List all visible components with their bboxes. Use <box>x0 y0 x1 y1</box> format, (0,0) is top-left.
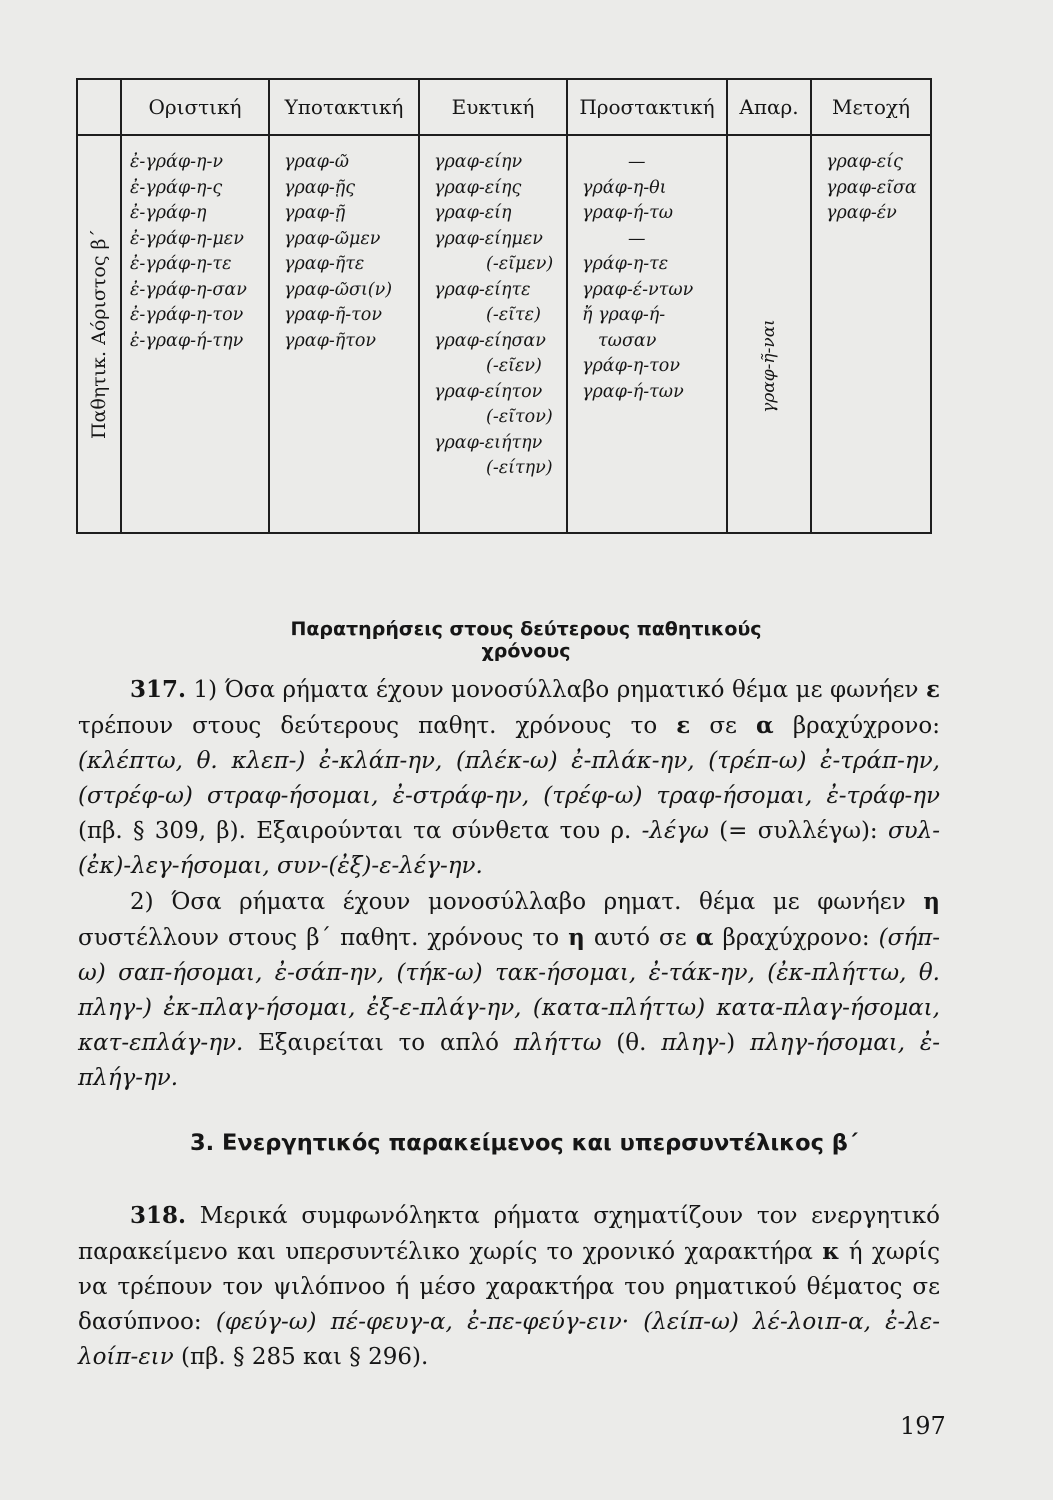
row-label-cell <box>77 135 121 533</box>
paragraph-text: 2) Όσα ρήματα έχουν μονοσύλλαβο ρηματ. θέμα με φωνήεν η συστέλλουν στους β΄ παθητ. χρόνους το η αυτό σε α βραχύχρονο: (σήπ-ω) σαπ-ήσομαι, ἐ-σάπ-ην, (τήκ-ω) τακ-ήσομαι, ἐ-τάκ-ην, (ἐκ-πλήττω, θ. πληγ-) ἐκ-πλαγ-ήσομαι, ἐξ-ε-πλάγ-ην, (κατα-πλήττω) κατα-πλαγ-ήσομαι, κατ-επλάγ-ην. Εξαιρείται το απλό πλήττω (θ. πληγ-) πληγ-ήσομαι, ἐ-πλήγ-ην. <box>78 888 941 1091</box>
list-item: γράφ-η-τε <box>582 254 669 274</box>
list-item: (-είτην) <box>486 458 553 478</box>
row-label: Παθητικ. Αόριστος β΄ <box>88 228 110 440</box>
section-title: 3. Ενεργητικός παρακείμενος και υπερσυντέλικος β΄ <box>190 1130 858 1156</box>
list-item: (-εῖεν) <box>486 356 542 376</box>
paragraph-318 <box>78 1198 940 1375</box>
page-number: 197 <box>900 1412 946 1440</box>
participle-forms <box>812 136 930 227</box>
list-item: ἐ-γράφ-η-μεν <box>130 228 244 249</box>
list-item: ἐ-γράφ-η-τον <box>130 305 244 325</box>
list-item: γραφ-είησαν <box>434 330 546 351</box>
conjugation-table <box>76 78 932 534</box>
list-item: γραφ-είημεν <box>434 228 543 249</box>
list-item: ἐ-γραφ-ή-την <box>130 330 244 351</box>
list-item: γραφ-εῖσα <box>826 177 917 198</box>
list-item: ἐ-γράφ-η <box>130 203 207 223</box>
header-corner <box>77 79 121 135</box>
list-item: γραφ-είη <box>434 203 512 223</box>
list-item: ἐ-γράφ-η-ν <box>130 152 224 172</box>
list-item: γραφ-έ-ντων <box>582 279 694 300</box>
list-item: ἐ-γράφ-η-τε <box>130 254 232 274</box>
list-item: γράφ-η-θι <box>582 177 667 198</box>
list-item: γραφ-ειήτην <box>434 432 543 453</box>
list-item: ἐ-γράφ-η-σαν <box>130 279 247 300</box>
list-item: (-εῖμεν) <box>486 254 554 274</box>
list-item: γραφ-είην <box>434 152 523 172</box>
list-item: γραφ-ῶ <box>284 152 350 172</box>
list-item: γραφ-είητον <box>434 381 543 402</box>
subjunctive-cell <box>269 135 419 533</box>
list-item: γραφ-έν <box>826 203 897 223</box>
header-imperative: Προστακτική <box>567 79 727 135</box>
list-item: — <box>628 152 646 172</box>
header-infinitive: Απαρ. <box>727 79 811 135</box>
list-item: γράφ-η-τον <box>582 356 680 376</box>
paragraph-text: 317. 1) Όσα ρήματα έχουν μονοσύλλαβο ρηματικό θέμα με φωνήεν ε τρέπουν στους δεύτερους παθητ. χρόνους το ε σε α βραχύχρονο: (κλέπτω, θ. κλεπ-) ἐ-κλάπ-ην, (πλέκ-ω) ἐ-πλάκ-ην, (τρέπ-ω) ἐ-τράπ-ην, (στρέφ-ω) στραφ-ήσομαι, ἐ-στράφ-ην, (τρέφ-ω) τραφ-ήσομαι, ἐ-τράφ-ην (πβ. § 309, β). Εξαιρούνται τα σύνθετα του ρ. -λέγω (= συλλέγω): συλ-(ἐκ)-λεγ-ήσομαι, συν-(ἐξ)-ε-λέγ-ην. <box>78 676 940 879</box>
list-item: γραφ-ῇς <box>284 177 356 198</box>
imperative-forms <box>568 136 726 405</box>
subjunctive-forms <box>270 136 418 354</box>
list-item: — <box>628 228 646 249</box>
list-item: γραφ-ῶσι(ν) <box>284 279 393 300</box>
list-item: γραφ-ή-τω <box>582 203 674 223</box>
header-subjunctive: Υποτακτική <box>269 79 419 135</box>
paragraph-text: 318. Μερικά συμφωνόληκτα ρήματα σχηματίζουν τον ενεργητικό παρακείμενο και υπερσυντέλικο χωρίς το χρονικό χαρακτήρα κ ή χωρίς να τρέπουν τον ψιλόπνοο ή μέσο χαρακτήρα του ρηματικού θέματος σε δασύπνοο: (φεύγ-ω) πέ-φευγ-α, ἐ-πε-φεύγ-ειν· (λείπ-ω) λέ-λοιπ-α, ἐ-λε-λοίπ-ειν (πβ. § 285 και § 296). <box>78 1202 940 1370</box>
list-item: γραφ-ῶμεν <box>284 228 381 249</box>
list-item: γραφ-ή-των <box>582 381 684 402</box>
infinitive-cell <box>727 135 811 533</box>
list-item: γραφ-είης <box>434 177 522 198</box>
optative-forms <box>420 136 566 482</box>
list-item: ἐ-γράφ-η-ς <box>130 177 223 198</box>
indicative-forms <box>122 136 268 354</box>
optative-cell <box>419 135 567 533</box>
list-item: (-εῖτον) <box>486 407 553 427</box>
imperative-cell <box>567 135 727 533</box>
list-item: τωσαν <box>598 330 657 351</box>
observations-heading: Παρατηρήσεις στους δεύτερους παθητικούς χρόνους <box>290 618 762 662</box>
infinitive-form: γραφ-ῆ-ναι <box>759 318 779 413</box>
list-item: γραφ-είς <box>826 152 903 172</box>
header-participle: Μετοχή <box>811 79 931 135</box>
list-item: γραφ-είητε <box>434 279 531 300</box>
header-indicative: Οριστική <box>121 79 269 135</box>
list-item: γραφ-ῆτον <box>284 330 377 351</box>
participle-cell <box>811 135 931 533</box>
list-item: γραφ-ῆ-τον <box>284 305 382 325</box>
list-item: γραφ-ῆτε <box>284 254 365 274</box>
list-item: (-εῖτε) <box>486 305 541 325</box>
list-item: ἤ γραφ-ή- <box>582 305 666 325</box>
table-body-row <box>77 135 931 533</box>
indicative-cell <box>121 135 269 533</box>
header-optative: Ευκτική <box>419 79 567 135</box>
table-header-row <box>77 79 931 135</box>
list-item: γραφ-ῇ <box>284 203 346 223</box>
paragraph-317 <box>78 672 940 1096</box>
